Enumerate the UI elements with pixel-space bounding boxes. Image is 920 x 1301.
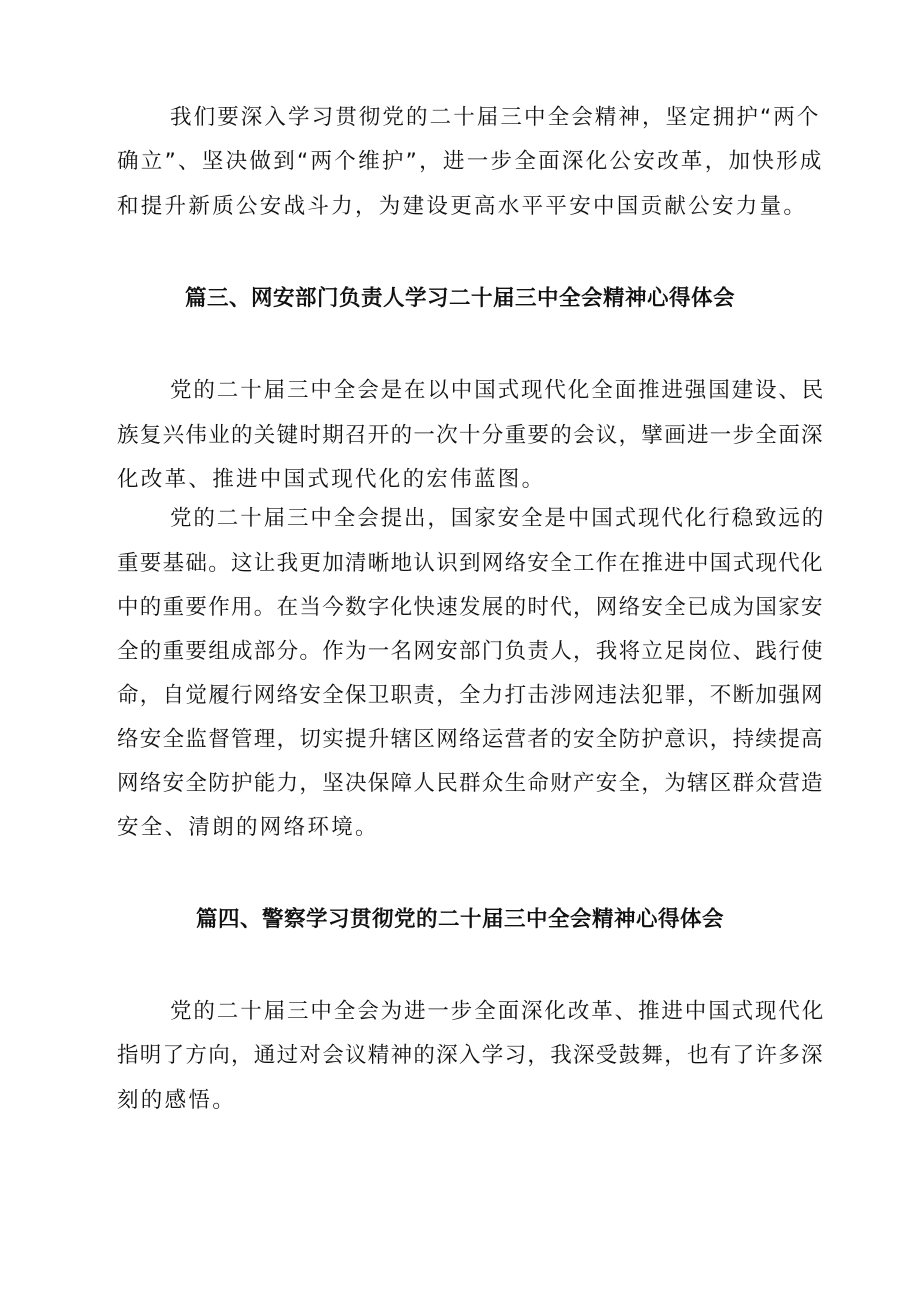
text-line: 党的二十届三中全会为进一步全面深化改革、推进中国式现代化 [170,999,826,1024]
text-line: 重要基础。这让我更加清晰地认识到网络安全工作在推进中国式现代化 [117,551,824,576]
text-line: 党的二十届三中全会提出，国家安全是中国式现代化行稳致远的 [170,506,826,531]
text-line: 我们要深入学习贯彻党的二十届三中全会精神，坚定拥护“两个 [170,105,821,130]
section-heading: 篇四、警察学习贯彻党的二十届三中全会精神心得体会 [195,907,724,932]
section-heading: 篇三、网安部门负责人学习二十届三中全会精神心得体会 [184,286,735,311]
text-line: 和提升新质公安战斗力，为建设更高水平平安中国贡献公安力量。 [117,194,808,219]
text-line: 化改革、推进中国式现代化的宏伟蓝图。 [117,467,546,492]
text-line: 络安全监督管理，切实提升辖区网络运营者的安全防护意识，持续提高 [117,727,824,752]
text-line: 族复兴伟业的关键时期召开的一次十分重要的会议，擘画进一步全面深 [117,423,824,448]
text-line: 安全、清朗的网络环境。 [117,815,379,840]
text-line: 指明了方向，通过对会议精神的深入学习，我深受鼓舞，也有了许多深 [117,1043,824,1068]
text-line: 党的二十届三中全会是在以中国式现代化全面推进强国建设、民 [170,378,826,403]
text-line: 全的重要组成部分。作为一名网安部门负责人，我将立足岗位、践行使 [117,639,824,664]
text-line: 命，自觉履行网络安全保卫职责，全力打击涉网违法犯罪，不断加强网 [117,683,824,708]
text-line: 网络安全防护能力，坚决保障人民群众生命财产安全，为辖区群众营造 [117,771,824,796]
text-line: 确立”、坚决做到“两个维护”，进一步全面深化公安改革，加快形成 [117,149,824,174]
text-line: 刻的感悟。 [117,1088,237,1113]
text-line: 中的重要作用。在当今数字化快速发展的时代，网络安全已成为国家安 [117,595,824,620]
